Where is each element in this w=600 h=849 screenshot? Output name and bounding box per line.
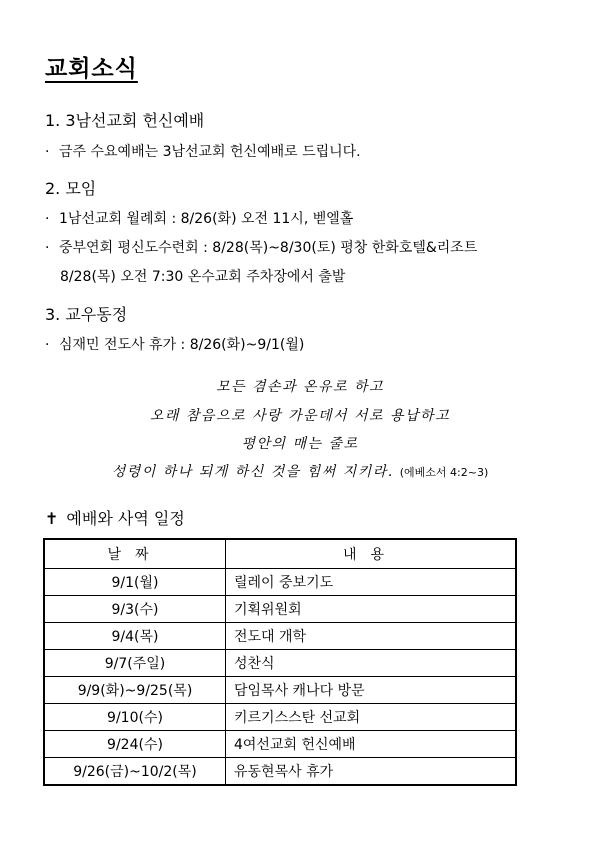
table-header-row xyxy=(44,539,516,569)
verse-line: 성령이 하나 되게 하신 것을 힘써 지키라. (에베소서 4:2~3) xyxy=(111,464,489,480)
table-row xyxy=(44,704,516,731)
header-date: 날짜 xyxy=(44,539,226,569)
bullet: · xyxy=(45,240,50,256)
verse-reference: (에베소서 4:2~3) xyxy=(399,466,489,479)
table-row xyxy=(44,758,516,786)
row-date: 9/24(수) xyxy=(44,731,226,758)
table-row xyxy=(44,623,516,650)
row-event: 전도대 개학 xyxy=(226,623,517,650)
table-row xyxy=(44,596,516,623)
row-date: 9/26(금)~10/2(목) xyxy=(44,758,226,786)
bullet: · xyxy=(45,211,50,227)
table-row xyxy=(44,650,516,677)
row-event: 담임목사 캐나다 방문 xyxy=(226,677,517,704)
section-heading-1: 1. 3남선교회 헌신예배 xyxy=(45,111,205,130)
bullet: · xyxy=(45,144,50,160)
cross-icon: ✝ xyxy=(45,509,59,528)
table-row xyxy=(44,731,516,758)
news-item-continuation: 8/28(목) 오전 7:30 온수교회 주차장에서 출발 xyxy=(60,269,346,285)
news-item: · 1남선교회 월례회 : 8/26(화) 오전 11시, 벧엘홀 xyxy=(45,211,354,227)
schedule-table xyxy=(43,538,517,786)
page-title: 교회소식 xyxy=(45,56,138,82)
row-event: 성찬식 xyxy=(226,650,517,677)
section-heading-2: 2. 모임 xyxy=(45,179,97,198)
verse-line: 평안의 매는 줄로 xyxy=(241,436,359,452)
row-event: 기획위원회 xyxy=(226,596,517,623)
row-date: 9/9(화)~9/25(목) xyxy=(44,677,226,704)
row-event: 유동현목사 휴가 xyxy=(226,758,517,786)
row-date: 9/7(주일) xyxy=(44,650,226,677)
row-date: 9/3(수) xyxy=(44,596,226,623)
table-row xyxy=(44,677,516,704)
section-heading-3: 3. 교우동정 xyxy=(45,305,128,324)
schedule-title: ✝ 예배와 사역 일정 xyxy=(45,509,185,528)
row-date: 9/10(수) xyxy=(44,704,226,731)
row-event: 4여선교회 헌신예배 xyxy=(226,731,517,758)
verse-line: 오래 참음으로 사랑 가운데서 서로 용납하고 xyxy=(149,408,451,424)
row-event: 릴레이 중보기도 xyxy=(226,569,517,596)
row-event: 키르기스스탄 선교회 xyxy=(226,704,517,731)
news-item: · 심재민 전도사 휴가 : 8/26(화)~9/1(월) xyxy=(45,337,305,353)
table-row xyxy=(44,569,516,596)
news-item: · 중부연회 평신도수련회 : 8/28(목)~8/30(토) 평창 한화호텔&리조트 xyxy=(45,240,478,256)
header-event: 내용 xyxy=(226,539,517,569)
verse-line: 모든 겸손과 온유로 하고 xyxy=(215,379,385,395)
row-date: 9/4(목) xyxy=(44,623,226,650)
bullet: · xyxy=(45,337,50,353)
row-date: 9/1(월) xyxy=(44,569,226,596)
news-item: · 금주 수요예배는 3남선교회 헌신예배로 드립니다. xyxy=(45,144,361,160)
